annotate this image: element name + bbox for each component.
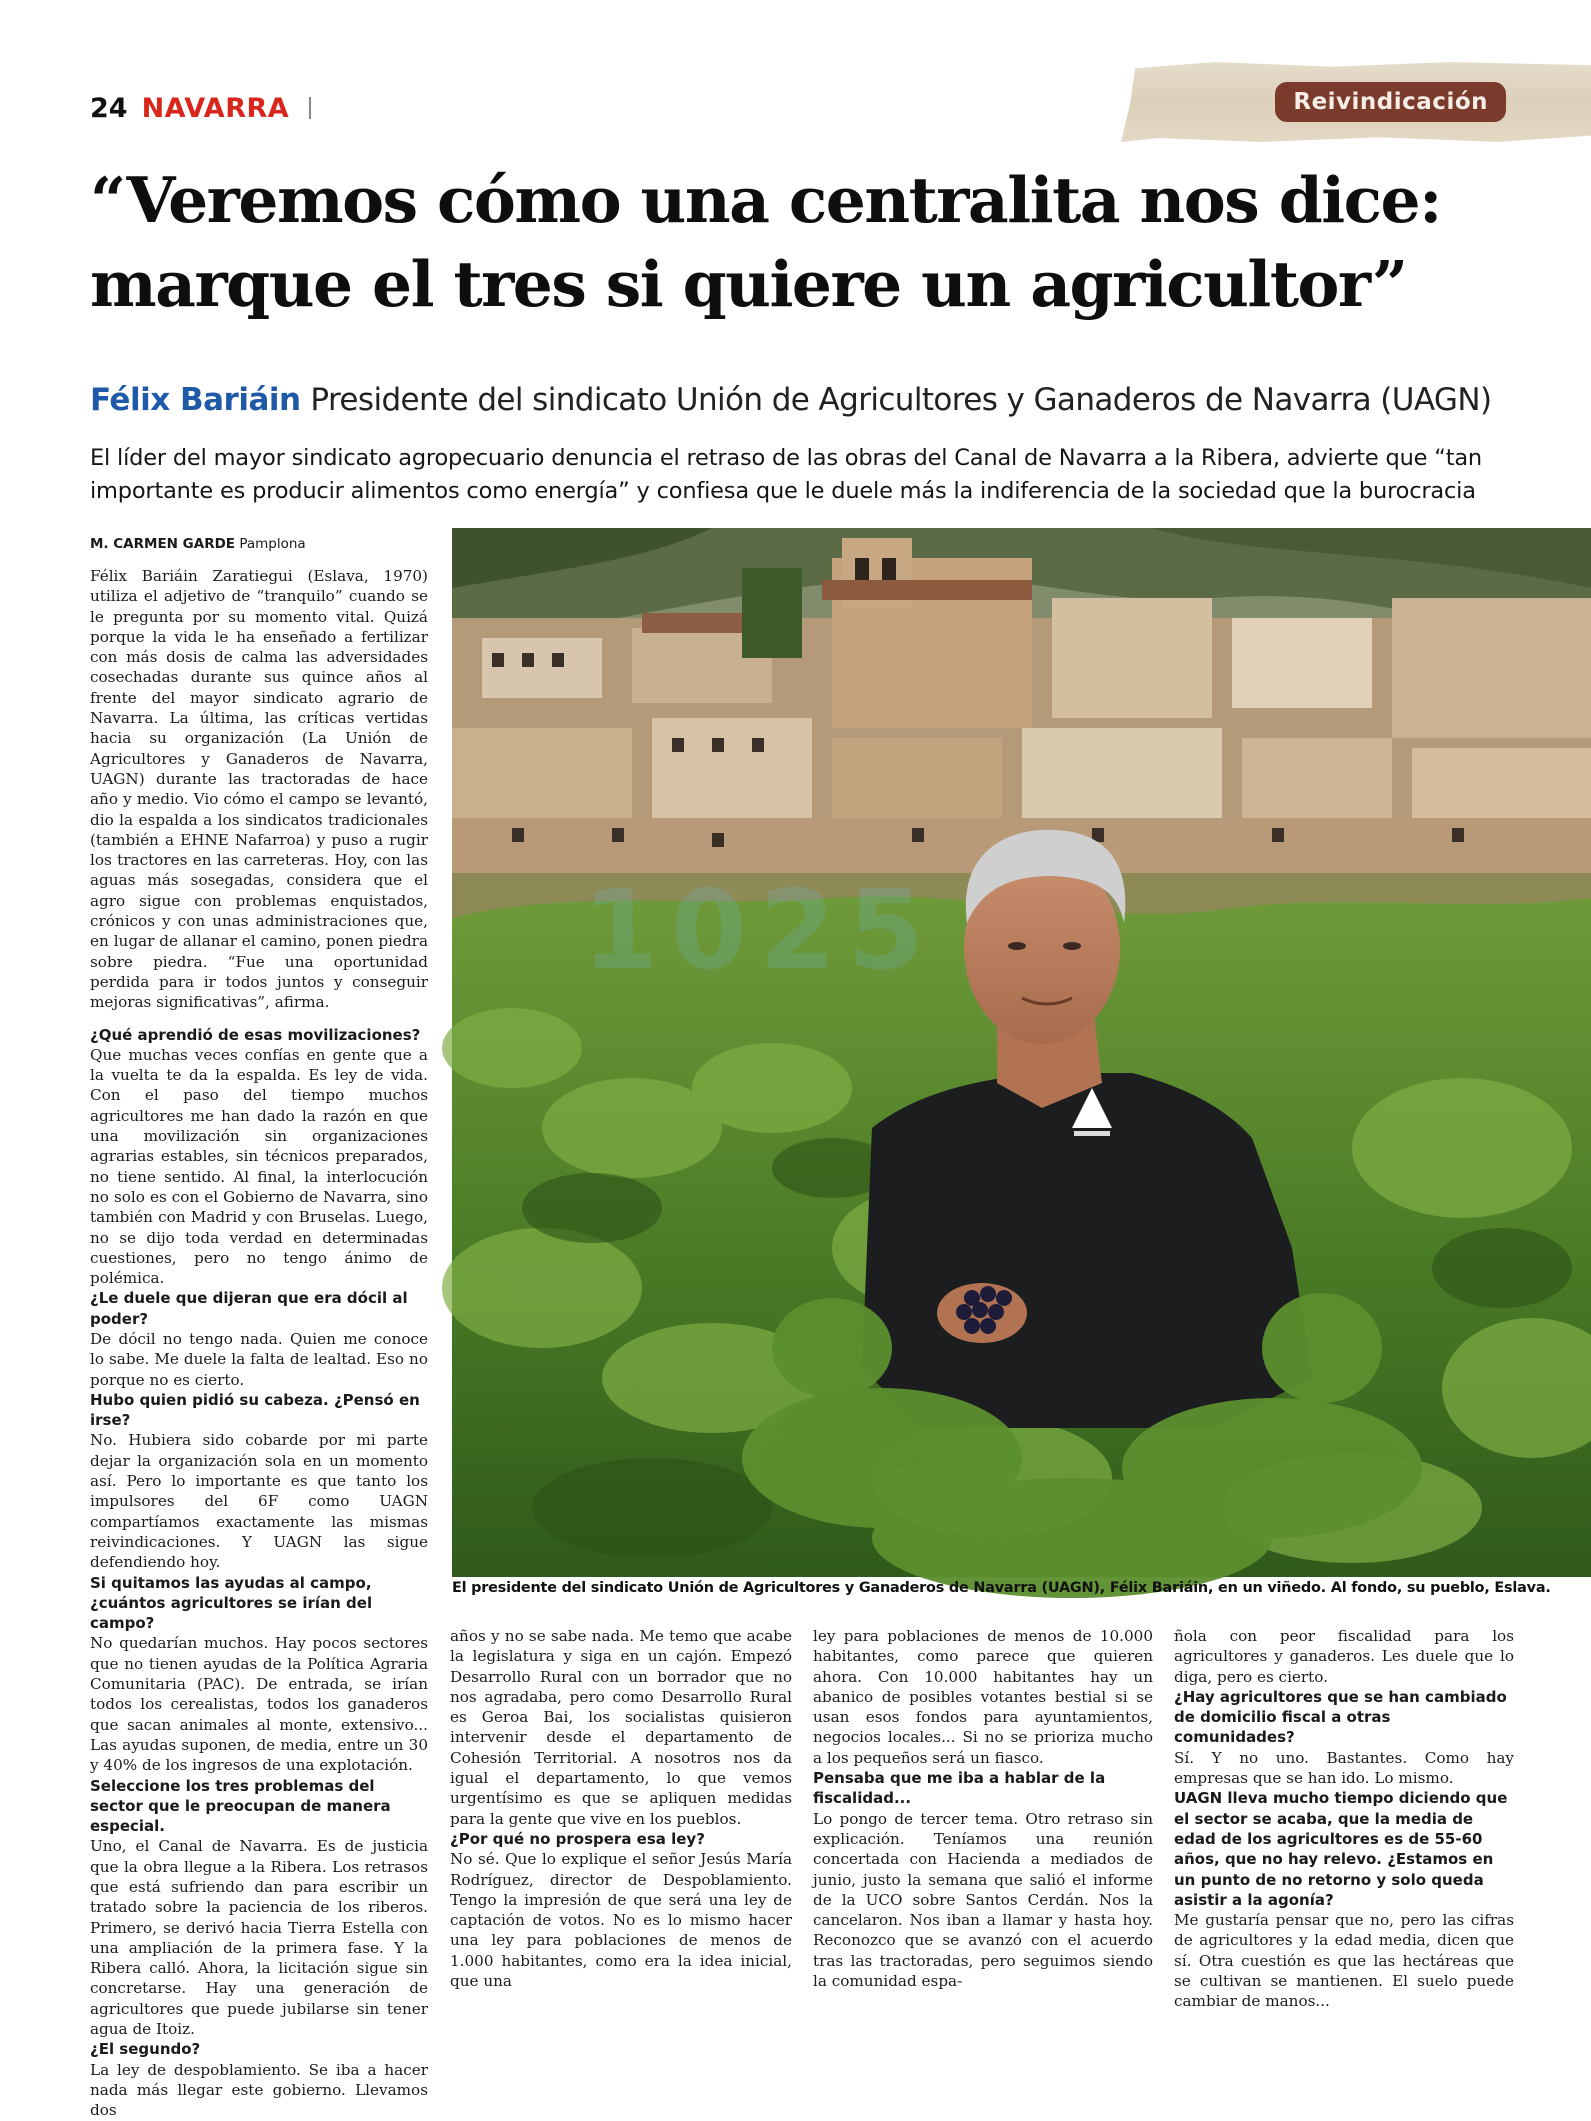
header-divider xyxy=(309,97,311,119)
author-name: M. CARMEN GARDE xyxy=(90,536,236,552)
page-number: 24 xyxy=(90,92,128,124)
subject-name: Félix Bariáin xyxy=(90,382,301,418)
answer: Me gustaría pensar que no, pero las cifras de agricultores y la edad media, dicen que sí. Otra cuestión es que las hectáreas que se cultivan se mantienen. El suelo puede cambiar de manos... xyxy=(1174,1911,1514,2011)
question: ¿Qué aprendió de esas movilizaciones? xyxy=(90,1025,421,1044)
question: UAGN lleva mucho tiempo diciendo que el sector se acaba, que la media de edad de los agricultores es de 55-60 años, que no hay relevo. ¿Estamos en un punto de no retorno y solo queda asistir a la agonía? xyxy=(1174,1789,1508,1909)
question: ¿Le duele que dijeran que era dócil al poder? xyxy=(90,1289,408,1328)
subject-byline xyxy=(90,382,1540,418)
answer: Lo pongo de tercer tema. Otro retraso sin explicación. Teníamos una reunión concertada con Hacienda a mediados de junio, justo la semana que salió el informe de la UCO sobre Santos Cerdán. Nos la cancelaron. Nos iban a llamar y hasta hoy. Reconozco que se avanzó con el acuerdo tras las tractoradas, pero seguimos siendo la comunidad espa- xyxy=(813,1809,1153,1991)
question: ¿Por qué no prospera esa ley? xyxy=(450,1829,705,1848)
photo-caption: El presidente del sindicato Unión de Agricultores y Ganaderos de Navarra (UAGN), Félix Bariáin, en un viñedo. Al fondo, su pueblo, Eslava. xyxy=(452,1580,1551,1596)
body-column-2 xyxy=(450,1626,792,1991)
question: Seleccione los tres problemas del sector que le preocupan de manera especial. xyxy=(90,1776,391,1836)
standfirst: El líder del mayor sindicato agropecuario denuncia el retraso de las obras del Canal de Navarra a la Ribera, advierte que “tan importante es producir alimentos como energía” y confiesa que le duele más la indiferencia de la sociedad que la burocracia xyxy=(90,445,1482,504)
answer: La ley de despoblamiento. Se iba a hacer nada más llegar este gobierno. Llevamos dos xyxy=(90,2060,428,2120)
page-header xyxy=(90,88,311,128)
answer: Que muchas veces confías en gente que a la vuelta te da la espalda. Es ley de vida. Con el paso del tiempo muchos agricultores me han dado la razón en que una movilización sin organizaciones agrarias estables, sin técnicos preparados, no tiene sentido. Al final, la interlocución no solo es con el Gobierno de Navarra, sino también con Madrid y con Bruselas. Luego, no se dijo toda verdad en determinadas cuestiones, pero no tengo ánimo de polémica. xyxy=(90,1045,428,1288)
section-tag: Reivindicación xyxy=(1275,82,1506,122)
answer: No. Hubiera sido cobarde por mi parte dejar la organización sola en un momento así. Pero lo importante es que tanto los impulsores del 6F como UAGN compartíamos exactamente las mismas reivindicaciones. Y UAGN las sigue defendiendo hoy. xyxy=(90,1431,428,1572)
headline: “Veremos cómo una centralita nos dice: marque el tres si quiere un agricultor” xyxy=(90,163,1441,321)
body-column-3 xyxy=(813,1626,1153,1991)
subject-role: Presidente del sindicato Unión de Agricultores y Ganaderos de Navarra (UAGN) xyxy=(310,382,1492,418)
answer: De dócil no tengo nada. Quien me conoce lo sabe. Me duele la falta de lealtad. Eso no porque no es cierto. xyxy=(90,1329,428,1389)
answer-continued: años y no se sabe nada. Me temo que acabe la legislatura y siga en un cajón. Empezó Desarrollo Rural con un borrador que no nos agradaba, pero como Desarrollo Rural es Geroa Bai, los socialistas quisieron intervenir desde el departamento de Cohesión Territorial. A nosotros nos da igual el departamento, lo que vemos urgentísimo es que se apliquen medidas para la gente que vive en los pueblos. xyxy=(450,1627,792,1828)
vineyard-village-photo xyxy=(452,528,1591,1577)
body-column-1 xyxy=(90,566,428,2120)
article-photo xyxy=(452,528,1591,1577)
author-line xyxy=(90,536,306,552)
answer-continued: ley para poblaciones de menos de 10.000 habitantes, como parece que quieren ahora. Con 10.000 habitantes hay un abanico de posibles votantes bestial si se usan esos fondos para ayuntamientos, negocios locales... Si no se prioriza mucho a los pequeños será un fiasco. xyxy=(813,1627,1153,1767)
question: ¿Hay agricultores que se han cambiado de domicilio fiscal a otras comunidades? xyxy=(1174,1687,1507,1747)
answer: No sé. Que lo explique el señor Jesús María Rodríguez, director de Despoblamiento. Tengo la impresión de que será una ley de captación de votos. No es lo mismo hacer una ley para poblaciones de menos de 1.000 habitantes, como era la idea inicial, que una xyxy=(450,1850,792,1991)
answer: No quedarían muchos. Hay pocos sectores que no tienen ayudas de la Política Agraria Comunitaria (PAC). De entrada, se irían todos los cerealistas, todos los ganaderos que sacan animales al monte, extensivo... Las ayudas suponen, de media, entre un 30 y 40% de los ingresos de una explotación. xyxy=(90,1634,428,1775)
author-place: Pamplona xyxy=(239,536,306,552)
photo-watermark: 1025 xyxy=(582,866,937,994)
answer: Sí. Y no uno. Bastantes. Como hay empresas que se han ido. Lo mismo. xyxy=(1174,1748,1514,1788)
section-name: NAVARRA xyxy=(141,92,290,124)
intro-paragraph: Félix Bariáin Zaratiegui (Eslava, 1970) utiliza el adjetivo de “tranquilo” cuando se le pregunta por su momento vital. Quizá porque la vida le ha enseñado a fertilizar con más dosis de calma las adversidades cosechadas durante sus quince años al frente del mayor sindicato agrario de Navarra. La última, las críticas vertidas hacia su organización (La Unión de Agricultores y Ganaderos de Navarra, UAGN) durante las tractoradas de hace año y medio. Vio cómo el campo se levantó, dio la espalda a los sindicatos tradicionales (también a EHNE Nafarroa) y puso a rugir los tractores en las carreteras. Hoy, con las aguas más sosegadas, considera que el agro sigue con problemas enquistados, crónicos y con unas administraciones que, en lugar de allanar el camino, ponen piedra sobre piedra. “Fue una oportunidad perdida para ir todos juntos y conseguir mejoras significativas”, afirma. xyxy=(90,567,428,1012)
question: Si quitamos las ayudas al campo, ¿cuántos agricultores se irían del campo? xyxy=(90,1573,373,1633)
answer-continued: ñola con peor fiscalidad para los agricultores y ganaderos. Les duele que lo diga, pero es cierto. xyxy=(1174,1627,1514,1686)
body-column-4 xyxy=(1174,1626,1514,2011)
answer: Uno, el Canal de Navarra. Es de justicia que la obra llegue a la Ribera. Los retrasos que está sufriendo dan para escribir un tratado sobre la paciencia de los riberos. Primero, se derivó hacia Tierra Estella con una ampliación de la primera fase. Y la Ribera calló. Ahora, la licitación sigue sin concretarse. Hay una generación de agricultores que puede jubilarse sin tener agua de Itoiz. xyxy=(90,1837,428,2039)
question: ¿El segundo? xyxy=(90,2040,201,2059)
question: Pensaba que me iba a hablar de la fiscalidad... xyxy=(813,1769,1106,1808)
question: Hubo quien pidió su cabeza. ¿Pensó en irse? xyxy=(90,1390,420,1430)
